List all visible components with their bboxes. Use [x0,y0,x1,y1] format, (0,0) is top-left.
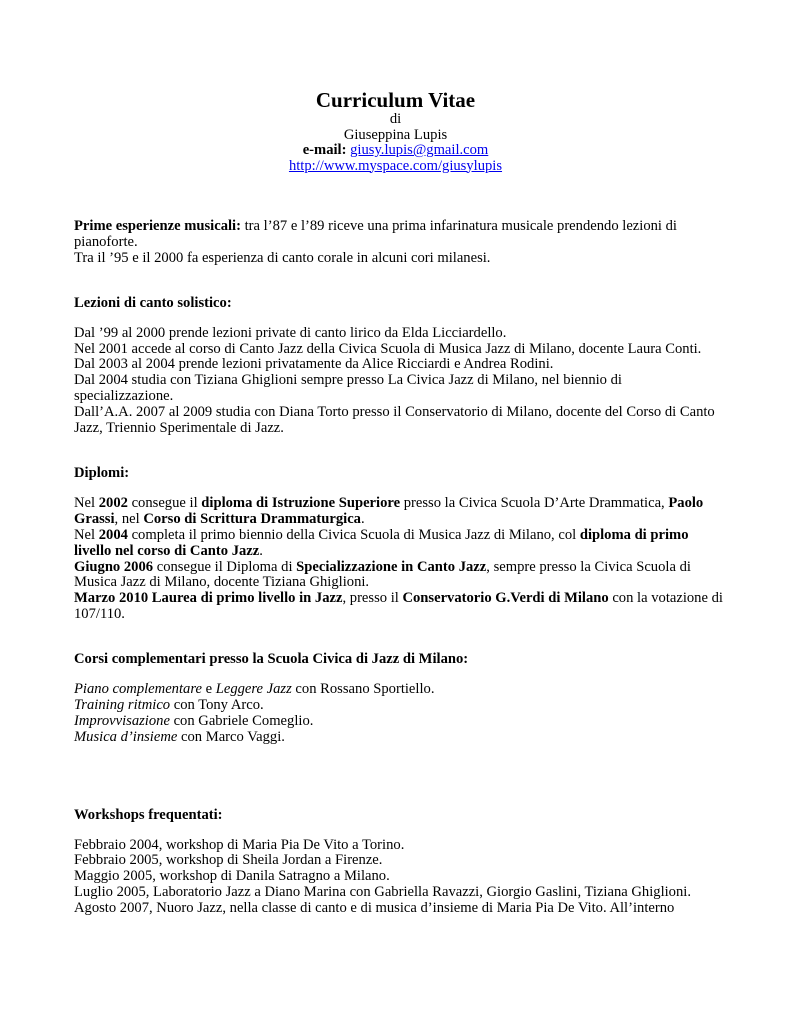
diploma-2004: Nel 2004 completa il primo biennio della Civica Scuola di Musica Jazz di Milano, col diploma di primo livello nel corso di Canto Jazz. [74,526,689,559]
email-link[interactable]: giusy.lupis@gmail.com [350,142,489,158]
website-link[interactable]: http://www.myspace.com/giusylupis [288,157,503,174]
cv-header [0,88,791,174]
list-item: Dal 2003 al 2004 prende lezioni privatamente da Alice Ricciardi e Andrea Rodini. [74,356,554,373]
list-item: Musica d’insieme con Marco Vaggi. [74,728,285,745]
list-item: Maggio 2005, workshop di Danila Satragno a Milano. [74,868,390,885]
list-item: Nel 2001 accede al corso di Canto Jazz della Civica Scuola di Musica Jazz di Milano, docente Laura Conti. [74,340,702,357]
diploma-2002: Nel 2002 consegue il diploma di Istruzione Superiore presso la Civica Scuola D’Arte Drammatica, Paolo Grassi, nel Corso di Scrittura Drammaturgica. [74,494,704,527]
diploma-2006: Giugno 2006 consegue il Diploma di Specializzazione in Canto Jazz, sempre presso la Civica Scuola di Musica Jazz di Milano, docente Tiziana Ghiglioni. [74,558,691,591]
di-line: di [389,111,402,127]
section-heading-corsi: Corsi complementari presso la Scuola Civica di Jazz di Milano: [74,651,469,668]
section-heading-lezioni: Lezioni di canto solistico: [74,294,232,311]
list-item: Dall’A.A. 2007 al 2009 studia con Diana Torto presso il Conservatorio di Milano, docente del Corso di Canto Jazz, Triennio Sperimentale di Jazz. [74,404,715,437]
list-item: Luglio 2005, Laboratorio Jazz a Diano Marina con Gabriella Ravazzi, Giorgio Gaslini, Tiziana Ghiglioni. [74,884,691,901]
section-heading-workshops: Workshops frequentati: [74,806,223,823]
author-name: Giuseppina Lupis [343,126,448,143]
list-item: Piano complementare e Leggere Jazz con Rossano Sportiello. [74,681,435,698]
list-item: Febbraio 2004, workshop di Maria Pia De Vito a Torino. [74,836,405,853]
laurea-2010: Marzo 2010 Laurea di primo livello in Jazz, presso il Conservatorio G.Verdi di Milano con la votazione di 107/110. [74,590,723,623]
cv-body [74,219,724,917]
prime-esperienze-text: tra l’87 e l’89 riceve una prima infarinatura musicale prendendo lezioni di pianoforte. [74,218,677,250]
list-item: Febbraio 2005, workshop di Sheila Jordan a Firenze. [74,852,383,869]
canto-corale-line: Tra il ’95 e il 2000 fa esperienza di canto corale in alcuni cori milanesi. [74,249,491,266]
website-line [0,159,791,175]
email-line [0,143,791,159]
list-item: Dal 2004 studia con Tiziana Ghiglioni sempre presso La Civica Jazz di Milano, nel biennio di specializzazione. [74,372,622,405]
list-item: Improvvisazione con Gabriele Comeglio. [74,712,314,729]
prime-esperienze-label: Prime esperienze musicali: [74,218,241,234]
list-item: Agosto 2007, Nuoro Jazz, nella classe di canto e di musica d’insieme di Maria Pia De Vito. All’interno [74,900,675,917]
prime-esperienze-paragraph [74,219,724,251]
list-item: Dal ’99 al 2000 prende lezioni private di canto lirico da Elda Licciardello. [74,324,507,341]
page-title: Curriculum Vitae [315,88,476,112]
list-item: Training ritmico con Tony Arco. [74,696,264,713]
email-label: e-mail: [302,142,347,158]
section-heading-diplomi: Diplomi: [74,464,130,481]
